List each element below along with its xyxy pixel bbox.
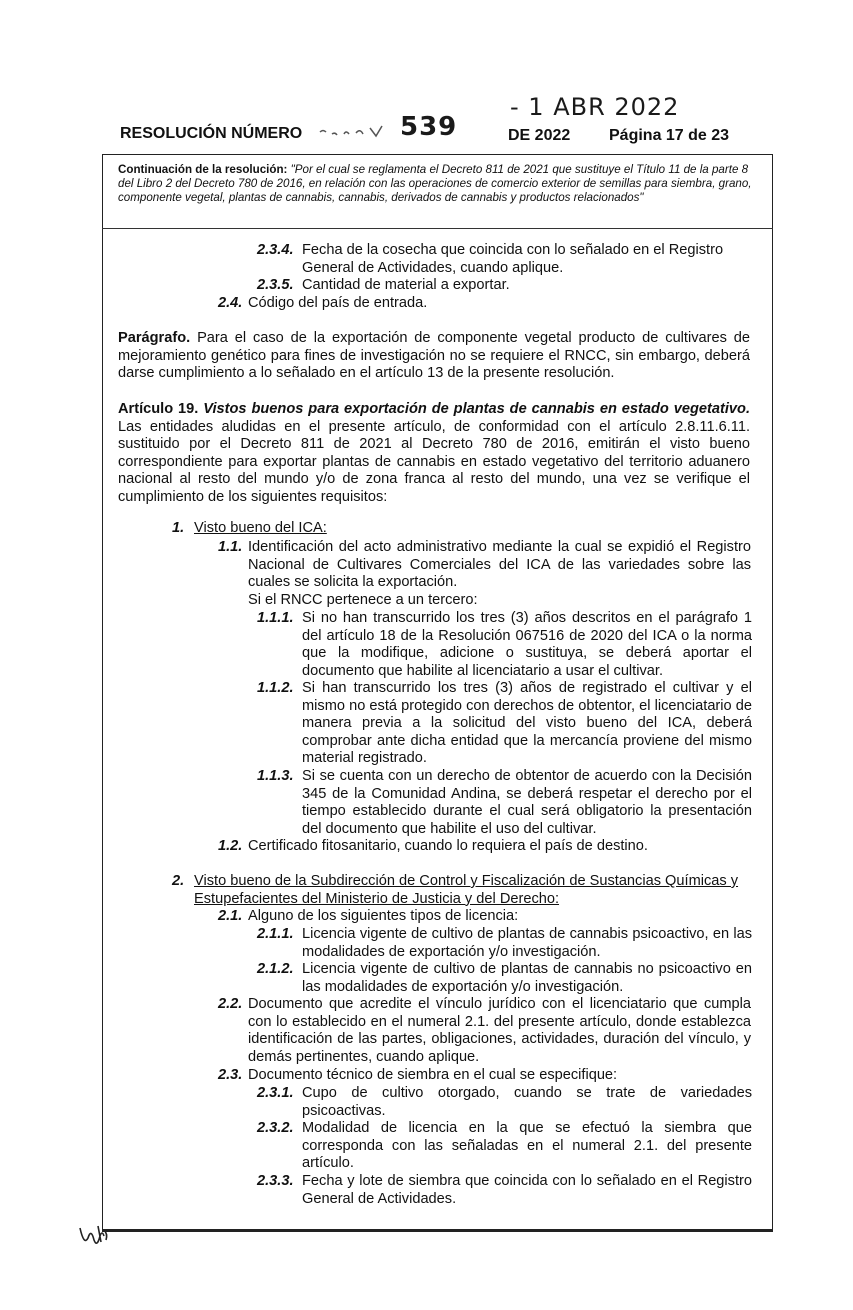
continuation-block — [118, 163, 754, 205]
item-text: Alguno de los siguientes tipos de licencia: — [248, 908, 519, 924]
item-text: Fecha de la cosecha que coincida con lo señalado en el Registro General de Actividades, cuando aplique. — [302, 242, 724, 276]
item-text: Modalidad de licencia en la que se efectuó la siembra que corresponda con las señaladas en el numeral 2.1. del presente artículo. — [302, 1120, 752, 1172]
item-2-3-1 — [257, 1085, 752, 1120]
item-1-2 — [218, 838, 753, 856]
item-2-1-2 — [257, 961, 752, 996]
item-text: Código del país de entrada. — [248, 295, 428, 311]
item-text: Documento que acredite el vínculo jurídico con el licenciatario que cumpla con lo establecido en el numeral 2.1. del presente artículo, donde establezca identificación de las partes, obligaciones, actividades, duración del vínculo, y demás pertinentes, cuando aplique. — [248, 996, 751, 1065]
section-number: 2. — [172, 873, 185, 889]
section-title: Visto bueno de la Subdirección de Control y Fiscalización de Sustancias Químicas y Estupefacientes del Ministerio de Justicia y del Derecho: — [194, 873, 739, 907]
item-text: Fecha y lote de siembra que coincida con lo señalado en el Registro General de Actividades. — [302, 1173, 752, 1207]
stamp-date: - 1 ABR 2022 — [510, 93, 680, 121]
item-2-3-2 — [257, 1120, 752, 1173]
item-number: 1.1.3. — [257, 768, 294, 784]
articulo-label: Artículo 19. — [118, 401, 199, 417]
item-2-2 — [218, 996, 753, 1066]
paragrafo-text: Para el caso de la exportación de componente vegetal producto de cultivares de mejoramiento genético para fines de investigación no se requiere el RNCC, sin embargo, deberá darse cumplimiento a lo señalado en el artículo 13 de la presente resolución. — [118, 330, 751, 382]
item-text: Cupo de cultivo otorgado, cuando se trate de variedades psicoactivas. — [302, 1085, 752, 1119]
continuation-title: "Por el cual se reglamenta el Decreto 811 de 2021 que sustituye el Título 11 de la parte 8 del Libro 2 del Decreto 780 de 2016, en relación con las operaciones de comercio exterior de semillas para siembra, grano, componente vegetal, plantas de cannabis, cannabis, derivados de cannabis y productos relacionados" — [118, 163, 752, 204]
item-2-4 — [218, 295, 758, 313]
item-1-1-3 — [257, 768, 752, 838]
continuation-label: Continuación de la resolución: — [118, 163, 288, 176]
item-1-1-2 — [257, 680, 752, 768]
item-2-3-4 — [257, 242, 775, 277]
item-text: Cantidad de material a exportar. — [302, 277, 510, 293]
item-number: 1.1. — [218, 539, 243, 555]
item-number: 2.3.4. — [257, 242, 294, 258]
paragrafo — [118, 330, 750, 383]
year-label: DE 2022 — [508, 127, 571, 144]
item-text: Identificación del acto administrativo mediante la cual se expidió el Registro Nacional de Cultivares Comerciales del ICA de las variedades sobre las cuales se solicita la exportación. — [248, 539, 751, 591]
item-2-1 — [218, 908, 753, 926]
item-text: Si no han transcurrido los tres (3) años descritos en el parágrafo 1 del artículo 18 de la Resolución 067516 de 2020 del ICA o la norma que la modifique, adicione o sustituya, se deberá aportar el documento que habilite al licenciatario a usar el cultivar. — [302, 610, 752, 679]
item-number: 2.3.1. — [257, 1085, 294, 1101]
item-2-3-5 — [257, 277, 775, 295]
header-separator — [102, 228, 773, 229]
articulo-19 — [118, 401, 750, 507]
item-2-3-3 — [257, 1173, 752, 1208]
item-number: 2.3. — [218, 1067, 243, 1083]
articulo-title: Vistos buenos para exportación de plantas de cannabis en estado vegetativo. — [203, 401, 750, 417]
item-number: 1.2. — [218, 838, 243, 854]
stamp-marks — [318, 122, 398, 140]
item-number: 2.1. — [218, 908, 243, 924]
item-1-1-1 — [257, 610, 752, 680]
section-number: 1. — [172, 520, 185, 536]
item-number: 2.2. — [218, 996, 243, 1012]
articulo-text: Las entidades aludidas en el presente artículo, de conformidad con el artículo 2.8.11.6.11. sustituido por el Decreto 811 de 2021 al Decreto 780 de 2016, emitirán el visto bueno correspondiente para exportar plantas de cannabis en estado vegetativo del territorio aduanero nacional al resto del mundo y/o de zona franca al resto del mundo, una vez se verifique el cumplimiento de los siguientes requisitos: — [118, 418, 750, 505]
item-number: 1.1.2. — [257, 680, 294, 696]
rncc-line: Si el RNCC pertenece a un tercero: — [248, 592, 478, 608]
item-text: Licencia vigente de cultivo de plantas de cannabis no psicoactivo en las modalidades de exportación y/o investigación. — [302, 961, 752, 995]
item-text: Si se cuenta con un derecho de obtentor de acuerdo con la Decisión 345 de la Comunidad Andina, se deberá respetar el derecho por el tiempo establecido durante el cual será obligatorio la presentación del documento que habilite el uso del cultivar. — [302, 768, 752, 837]
item-text: Si han transcurrido los tres (3) años de registrado el cultivar y el mismo no está protegido con derechos de obtentor, el licenciatario de manera previa a la solicitud del visto bueno del ICA, deberá comprobar ante dicha entidad que la mercancía proviene del mismo material registrado. — [302, 680, 752, 767]
item-text: Licencia vigente de cultivo de plantas de cannabis psicoactivo, en las modalidades de exportación y/o investigación. — [302, 926, 752, 960]
item-2-3 — [218, 1067, 753, 1085]
section-2-heading — [172, 873, 752, 908]
resolution-label: RESOLUCIÓN NÚMERO — [120, 125, 303, 142]
item-number: 2.3.5. — [257, 277, 294, 293]
item-text: Documento técnico de siembra en el cual se especifique: — [248, 1067, 618, 1083]
item-number: 2.4. — [218, 295, 243, 311]
item-number: 2.1.1. — [257, 926, 294, 942]
item-text: Certificado fitosanitario, cuando lo requiera el país de destino. — [248, 838, 648, 854]
initials-signature — [78, 1222, 112, 1257]
paragrafo-label: Parágrafo. — [118, 330, 191, 346]
item-number: 1.1.1. — [257, 610, 294, 626]
section-title: Visto bueno del ICA: — [194, 520, 327, 536]
item-1-1 — [218, 539, 753, 592]
stamp-number: 539 — [400, 112, 458, 142]
item-number: 2.3.2. — [257, 1120, 294, 1136]
item-number: 2.3.3. — [257, 1173, 294, 1189]
page-label: Página 17 de 23 — [609, 127, 730, 144]
item-number: 2.1.2. — [257, 961, 294, 977]
item-2-1-1 — [257, 926, 752, 961]
section-1-heading — [172, 520, 752, 538]
